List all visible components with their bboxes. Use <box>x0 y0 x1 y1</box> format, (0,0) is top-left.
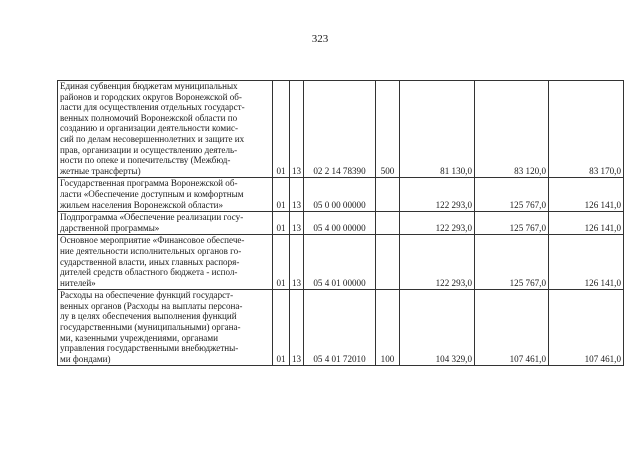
target-article-cell: 05 4 00 00000 <box>304 212 376 235</box>
row-name-cell <box>58 290 273 366</box>
target-article-cell: 05 4 01 72010 <box>304 290 376 366</box>
table-row <box>58 81 624 178</box>
row-name-line: Основное мероприятие «Финансовое обеспече- <box>60 235 245 246</box>
row-name-line: районов и городских округов Воронежской об- <box>60 91 242 102</box>
page-number: 323 <box>311 33 329 45</box>
row-name-line: Расходы на обеспечение функций государст- <box>60 290 234 301</box>
row-name-line: дарственной программы» <box>60 222 160 233</box>
row-name-cell <box>58 81 273 178</box>
budget-table-body <box>58 81 624 366</box>
target-article-cell: 05 4 01 00000 <box>304 235 376 290</box>
section-code-cell: 01 <box>273 81 290 178</box>
amount-year1-cell: 104 329,0 <box>400 290 475 366</box>
row-name-line: управления государственными внебюджетны- <box>60 343 239 354</box>
row-name-line: Государственная программа Воронежской об- <box>60 178 238 189</box>
target-article-cell: 05 0 00 00000 <box>304 178 376 212</box>
expense-type-cell <box>376 178 400 212</box>
row-name-line: созданию и организации деятельности комис- <box>60 123 239 134</box>
table-row <box>58 212 624 235</box>
row-name-line: ми, казенными учреждениями, органами <box>60 332 218 343</box>
row-name-line: ласти для осуществления отдельных государст- <box>60 102 245 113</box>
row-name-line: Единая субвенция бюджетам муниципальных <box>60 81 238 91</box>
table-row <box>58 235 624 290</box>
row-name-line: прав, организации и осуществлению деятель- <box>60 144 238 155</box>
subsection-code-cell: 13 <box>290 290 304 366</box>
subsection-code-cell: 13 <box>290 178 304 212</box>
section-code-cell: 01 <box>273 212 290 235</box>
amount-year1-cell: 122 293,0 <box>400 178 475 212</box>
row-name-line: лу в целях обеспечения выполнения функций <box>60 311 237 322</box>
subsection-code-cell: 13 <box>290 81 304 178</box>
subsection-code-cell: 13 <box>290 235 304 290</box>
amount-year1-cell: 122 293,0 <box>400 235 475 290</box>
amount-year1-cell: 122 293,0 <box>400 212 475 235</box>
row-name-cell <box>58 212 273 235</box>
row-name-line: ние деятельности исполнительных органов го- <box>60 245 242 256</box>
amount-year2-cell: 125 767,0 <box>475 212 549 235</box>
expense-type-cell: 500 <box>376 81 400 178</box>
row-name-line: сий по делам несовершеннолетних и защите их <box>60 133 245 144</box>
row-name-line: сударственной власти, иных главных распоря- <box>60 256 240 267</box>
row-name-line: Подпрограмма «Обеспечение реализации госу- <box>60 212 244 223</box>
row-name-line: ми фондами) <box>60 353 111 364</box>
row-name-line: дителей средств областного бюджета - испол- <box>60 267 238 278</box>
subsection-code-cell: 13 <box>290 212 304 235</box>
row-name-line: ласти «Обеспечение доступным и комфортным <box>60 188 244 199</box>
amount-year2-cell: 83 120,0 <box>475 81 549 178</box>
expense-type-cell <box>376 235 400 290</box>
amount-year3-cell: 107 461,0 <box>549 290 624 366</box>
target-article-cell: 02 2 14 78390 <box>304 81 376 178</box>
amount-year1-cell: 81 130,0 <box>400 81 475 178</box>
row-name-line: венных полномочий Воронежской области по <box>60 112 238 123</box>
row-name-line: венных органов (Расходы на выплаты персона- <box>60 300 243 311</box>
row-name-cell <box>58 235 273 290</box>
expense-type-cell <box>376 212 400 235</box>
amount-year3-cell: 126 141,0 <box>549 212 624 235</box>
amount-year2-cell: 107 461,0 <box>475 290 549 366</box>
row-name-line: жетные трансферты) <box>60 165 141 176</box>
row-name-line: ности по опеке и попечительству (Межбюд- <box>60 155 231 166</box>
row-name-cell <box>58 178 273 212</box>
amount-year3-cell: 83 170,0 <box>549 81 624 178</box>
amount-year3-cell: 126 141,0 <box>549 235 624 290</box>
table-row <box>58 178 624 212</box>
section-code-cell: 01 <box>273 235 290 290</box>
row-name-line: нителей» <box>60 277 96 288</box>
row-name-line: государственными (муниципальными) органа- <box>60 322 241 333</box>
section-code-cell: 01 <box>273 178 290 212</box>
row-name-line: жильем населения Воронежской области» <box>60 199 224 210</box>
budget-table <box>57 80 624 366</box>
table-row <box>58 290 624 366</box>
amount-year2-cell: 125 767,0 <box>475 235 549 290</box>
amount-year3-cell: 126 141,0 <box>549 178 624 212</box>
section-code-cell: 01 <box>273 290 290 366</box>
expense-type-cell: 100 <box>376 290 400 366</box>
amount-year2-cell: 125 767,0 <box>475 178 549 212</box>
